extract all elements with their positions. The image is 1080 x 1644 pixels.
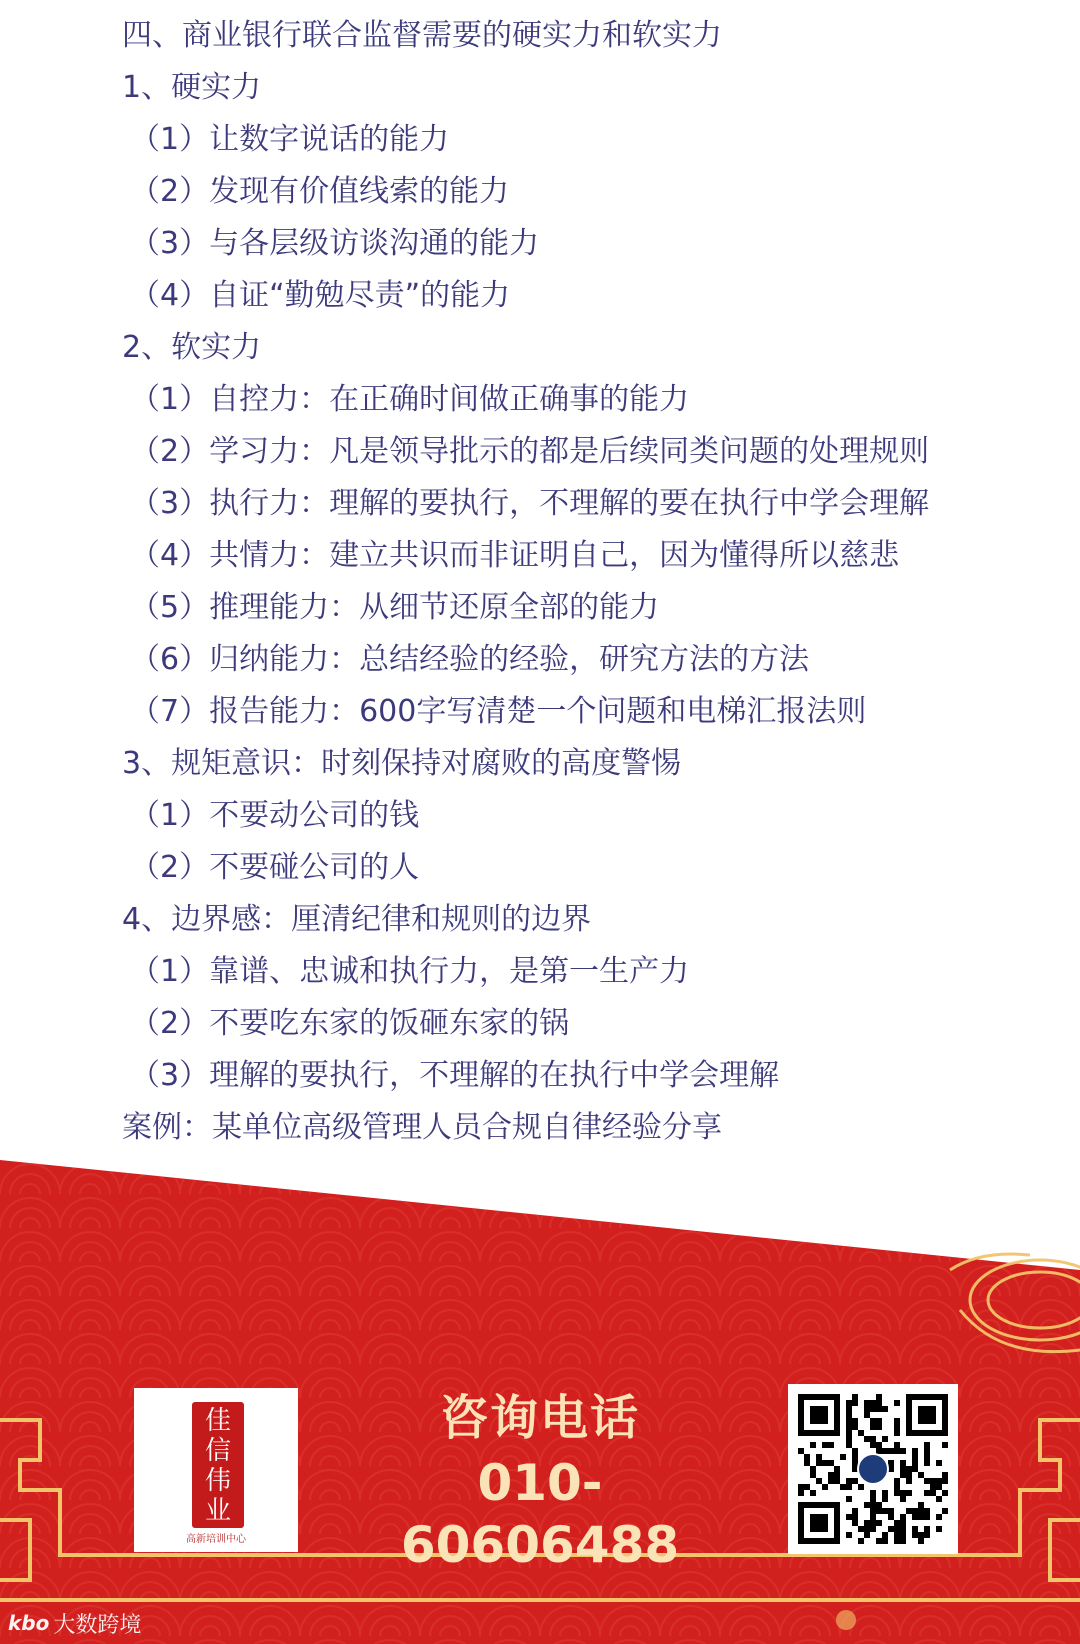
article-content bbox=[122, 10, 1062, 1154]
section-heading: 四、商业银行联合监督需要的硬实力和软实力 bbox=[122, 18, 722, 53]
company-logo bbox=[134, 1388, 298, 1552]
list-item: （1）让数字说话的能力 bbox=[130, 122, 450, 157]
list-item: （4）共情力：建立共识而非证明自己，因为懂得所以慈悲 bbox=[130, 538, 900, 573]
section-heading: 2、软实力 bbox=[122, 330, 262, 365]
list-item: （1）靠谱、忠诚和执行力，是第一生产力 bbox=[130, 954, 690, 989]
section-heading: 1、硬实力 bbox=[122, 70, 262, 105]
section-heading: 3、规矩意识：时刻保持对腐败的高度警惕 bbox=[122, 746, 682, 781]
list-item: （2）不要碰公司的人 bbox=[130, 850, 420, 885]
section-heading: 案例：某单位高级管理人员合规自律经验分享 bbox=[122, 1110, 722, 1145]
logo-char: 伟 bbox=[204, 1466, 231, 1496]
list-item: （6）归纳能力：总结经验的经验，研究方法的方法 bbox=[130, 642, 810, 677]
logo-seal bbox=[192, 1402, 244, 1528]
list-item: （1）自控力：在正确时间做正确事的能力 bbox=[130, 382, 690, 417]
watermark-text: 大数跨境 bbox=[53, 1612, 142, 1638]
logo-char: 信 bbox=[204, 1436, 231, 1466]
list-item: （2）发现有价值线索的能力 bbox=[130, 174, 510, 209]
list-item: （5）推理能力：从细节还原全部的能力 bbox=[130, 590, 660, 625]
list-item: （2）不要吃东家的饭砸东家的锅 bbox=[130, 1006, 570, 1041]
section-heading: 4、边界感：厘清纪律和规则的边界 bbox=[122, 902, 592, 937]
list-item: （3）理解的要执行，不理解的在执行中学会理解 bbox=[130, 1058, 780, 1093]
watermark-logo: kbo bbox=[8, 1611, 50, 1635]
list-item: （3）与各层级访谈沟通的能力 bbox=[130, 226, 540, 261]
logo-subtitle: 高新培训中心 bbox=[186, 1534, 246, 1545]
qr-code-graphic bbox=[798, 1394, 948, 1544]
logo-char: 佳 bbox=[204, 1406, 231, 1436]
phone-number[interactable]: 010-60606488 bbox=[400, 1454, 680, 1574]
list-item: （2）学习力：凡是领导批示的都是后续同类问题的处理规则 bbox=[130, 434, 930, 469]
logo-char: 业 bbox=[204, 1496, 231, 1526]
consult-title: 咨询电话 bbox=[439, 1390, 640, 1446]
list-item: （7）报告能力：600字写清楚一个问题和电梯汇报法则 bbox=[130, 694, 867, 729]
list-item: （1）不要动公司的钱 bbox=[130, 798, 420, 833]
watermark bbox=[8, 1608, 141, 1638]
list-item: （3）执行力：理解的要执行，不理解的要在执行中学会理解 bbox=[130, 486, 930, 521]
qr-code bbox=[788, 1384, 958, 1554]
list-item: （4）自证“勤勉尽责”的能力 bbox=[130, 278, 511, 313]
